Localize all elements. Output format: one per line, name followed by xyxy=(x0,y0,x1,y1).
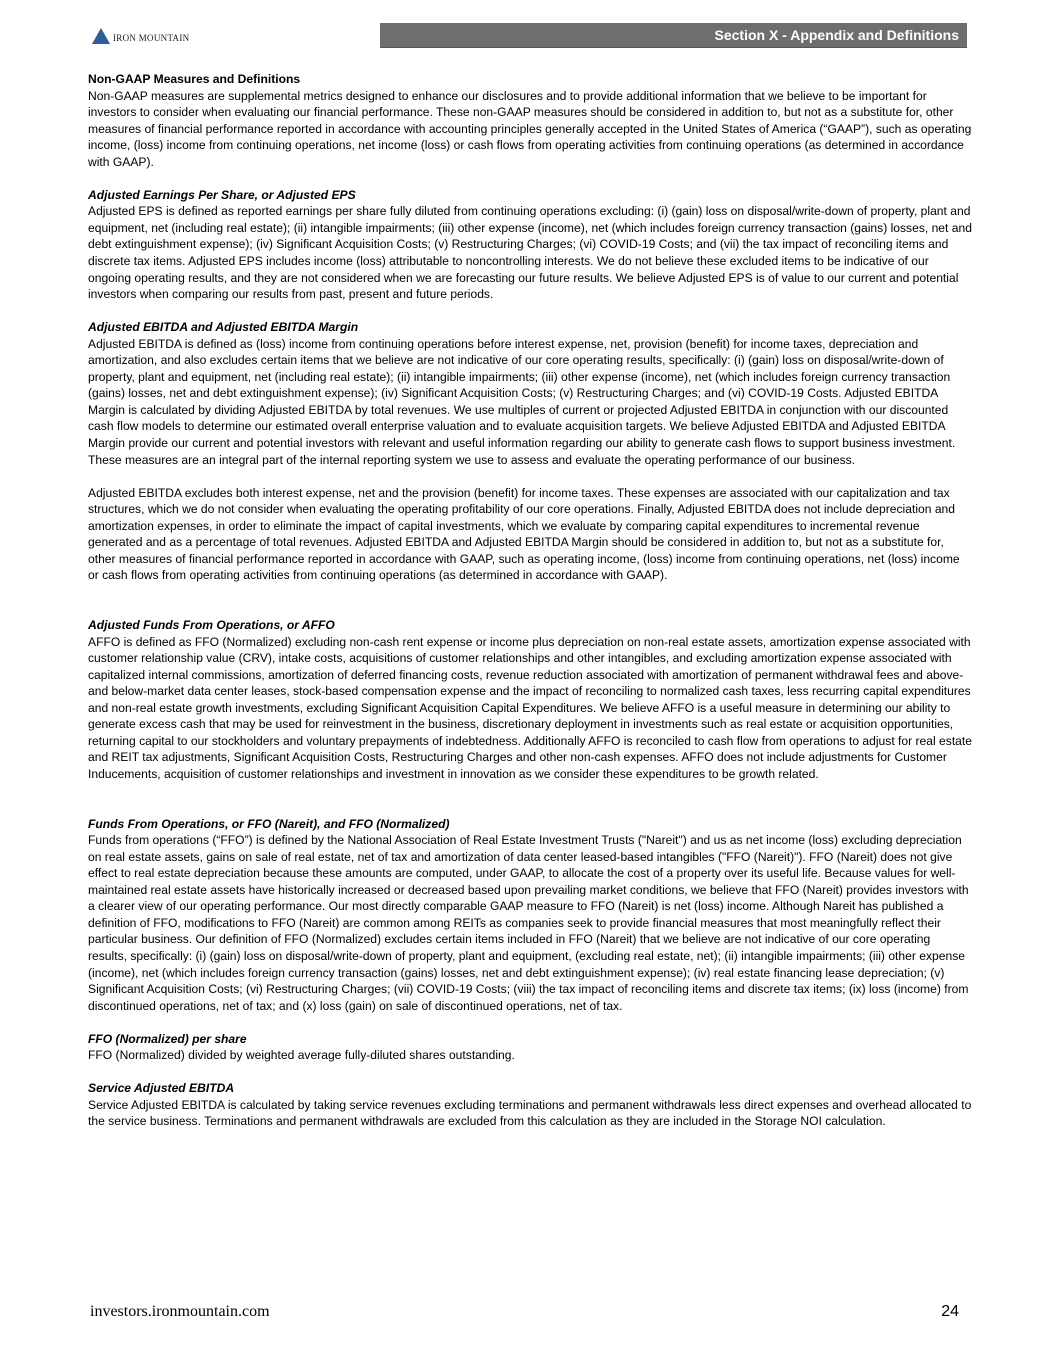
section-service-adjusted-ebitda xyxy=(88,1080,972,1130)
section-affo xyxy=(88,617,972,782)
section-heading: Service Adjusted EBITDA xyxy=(88,1081,235,1096)
section-heading: Non-GAAP Measures and Definitions xyxy=(88,72,301,86)
section-heading: Adjusted Earnings Per Share, or Adjusted EPS xyxy=(88,187,356,202)
section-heading: Adjusted Funds From Operations, or AFFO xyxy=(88,618,335,633)
page-number: 24 xyxy=(941,1303,959,1320)
section-adjusted-eps xyxy=(88,187,972,303)
section-adjusted-ebitda xyxy=(88,319,972,584)
document-body xyxy=(88,71,972,1147)
section-paragraph: Adjusted EBITDA is defined as (loss) income from continuing operations before interest expense, net, provision (benefit) for income taxes, depreciation and amortization, and also excludes certain items that we believe are not indicative of our core operating results, specifically: (i) (gain) loss on disposal/write-down of property, plant and equipment, net (including real estate); (ii) intangible impairments; (iii) other expense (income), net (which includes foreign currency transaction (gains) losses, net and debt extinguishment expense); (iv) Significant Acquisition Costs; (v) Restructuring Charges; and (vi) COVID-19 Costs. Adjusted EBITDA Margin is calculated by dividing Adjusted EBITDA by total revenues. We use multiples of current or projected Adjusted EBITDA in conjunction with our discounted cash flow models to determine our estimated overall enterprise valuation and to evaluate acquisition targets. We believe Adjusted EBITDA and Adjusted EBITDA Margin provide our current and potential investors with relevant and useful information regarding our ability to generate cash flows to support business investment. These measures are an integral part of the internal reporting system we use to assess and evaluate the operating performance of our business. xyxy=(88,336,956,467)
section-ffo xyxy=(88,816,972,1015)
footer-url[interactable]: investors.ironmountain.com xyxy=(90,1303,270,1320)
section-heading: Adjusted EBITDA and Adjusted EBITDA Margin xyxy=(88,320,359,335)
iron-mountain-logo xyxy=(92,26,189,46)
section-heading: Funds From Operations, or FFO (Nareit), and FFO (Normalized) xyxy=(88,816,450,831)
section-paragraph: AFFO is defined as FFO (Normalized) excluding non-cash rent expense or income plus depreciation on non-real estate assets, amortization expense associated with customer relationship value (CRV), intake costs, acquisitions of customer relationships and other intangibles, and excluding amortization expense associated with capitalized internal commissions, amortization of deferred financing costs, revenue reduction associated with amortization of permanent withdrawal fees and above-and below-market data center leases, stock-based compensation expense and the impact of reconciling to normalized cash taxes, less recurring capital expenditures and non-real estate growth investments, excluding Significant Acquisition Capital Expenditures. We believe AFFO is a useful measure in determining our ability to generate excess cash that may be used for reinvestment in the business, discretionary deployment in investments such as real estate or acquisition opportunities, returning capital to our stockholders and voluntary prepayments of indebtedness. Additionally AFFO is reconciled to cash flow from operations to adjust for real estate and REIT tax adjustments, Significant Acquisition Costs, Restructuring Charges and other non-cash expenses. AFFO does not include adjustments for Customer Inducements, acquisition of customer relationships and investment in innovation as we consider these expenditures to be growth related. xyxy=(88,634,972,781)
section-paragraph: Adjusted EPS is defined as reported earnings per share fully diluted from continuing operations excluding: (i) (gain) loss on disposal/write-down of property, plant and equipment, net (including real estate); (ii) intangible impairments; (iii) other expense (income), net (which includes foreign currency transaction (gains) losses, net and debt extinguishment expense); (iv) Significant Acquisition Costs; (v) Restructuring Charges; (vi) COVID-19 Costs; and (vii) the tax impact of reconciling items and discrete tax items. Adjusted EPS includes income (loss) attributable to noncontrolling interests. We do not believe these excluded items to be indicative of our ongoing operating results, and they are not considered when we are forecasting our future results. We believe Adjusted EPS is of value to our current and potential investors when comparing our results from past, present and future periods. xyxy=(88,204,972,302)
section-paragraph: Service Adjusted EBITDA is calculated by taking service revenues excluding terminations and permanent withdrawals less direct expenses and overhead allocated to the service business. Terminations and permanent withdrawals are excluded from this calculation as they are included in the Storage NOI calculation. xyxy=(88,1097,972,1129)
section-paragraph: Non-GAAP measures are supplemental metrics designed to enhance our disclosures and to provide additional information that we believe to be important for investors to consider when evaluating our financial performance. These non-GAAP measures should be considered in addition to, but not as a substitute for, other measures of financial performance reported in accordance with accounting principles generally accepted in the United States of America (“GAAP”), such as operating income, (loss) income from continuing operations, net income (loss) or cash flows from operating activities from continuing operations (as determined in accordance with GAAP). xyxy=(88,88,972,169)
section-non-gaap xyxy=(88,71,972,170)
section-ffo-per-share xyxy=(88,1031,972,1064)
section-title-banner: Section X - Appendix and Definitions xyxy=(380,23,967,48)
section-heading: FFO (Normalized) per share xyxy=(88,1031,247,1046)
section-paragraph: Adjusted EBITDA excludes both interest expense, net and the provision (benefit) for income taxes. These expenses are associated with our capitalization and tax structures, which we do not consider when evaluating the operating profitability of our core operations. Finally, Adjusted EBITDA does not include depreciation and amortization expenses, in order to eliminate the impact of capital investments, which we evaluate by comparing capital expenditures to incremental revenue generated and as a percentage of total revenues. Adjusted EBITDA and Adjusted EBITDA Margin should be considered in addition to, but not as a substitute for, other measures of financial performance reported in accordance with GAAP, such as operating income, (loss) income from continuing operations, net (loss) income or cash flows from operating activities from continuing operations (as determined in accordance with GAAP). xyxy=(88,485,960,583)
mountain-icon xyxy=(92,28,110,44)
section-paragraph: FFO (Normalized) divided by weighted average fully-diluted shares outstanding. xyxy=(88,1048,515,1063)
logo-text: IRON MOUNTAIN xyxy=(113,33,190,43)
section-paragraph: Funds from operations (“FFO”) is defined by the National Association of Real Estate Investment Trusts ("Nareit") and us as net income (loss) excluding depreciation on real estate assets, gains on sale of real estate, net of tax and amortization of data center leased-based intangibles ("FFO (Nareit)"). FFO (Nareit) does not give effect to real estate depreciation because these amounts are computed, under GAAP, to allocate the cost of a property over its useful life. Because values for well-maintained real estate assets have historically increased or decreased based upon prevailing market conditions, we believe that FFO (Nareit) provides investors with a clearer view of our operating performance. Our most directly comparable GAAP measure to FFO (Nareit) is net (loss) income. Although Nareit has published a definition of FFO, modifications to FFO (Nareit) are common among REITs as companies seek to provide financial measures that most meaningfully reflect their particular business. Our definition of FFO (Normalized) excludes certain items included in FFO (Nareit) that we believe are not indicative of our core operating results, specifically: (i) (gain) loss on disposal/write-down of property, plant and equipment, (excluding real estate, net); (ii) intangible impairments; (iii) other expense (income), net (which includes foreign currency transaction (gains) losses, net and debt extinguishment expense); (iv) real estate financing lease depreciation; (v) Significant Acquisition Costs; (vi) Restructuring Charges; (vii) COVID-19 Costs; (viii) the tax impact of reconciling items and discrete tax items; (ix) loss (income) from discontinued operations, net of tax; and (x) loss (gain) on sale of discontinued operations, net of tax. xyxy=(88,833,969,1013)
